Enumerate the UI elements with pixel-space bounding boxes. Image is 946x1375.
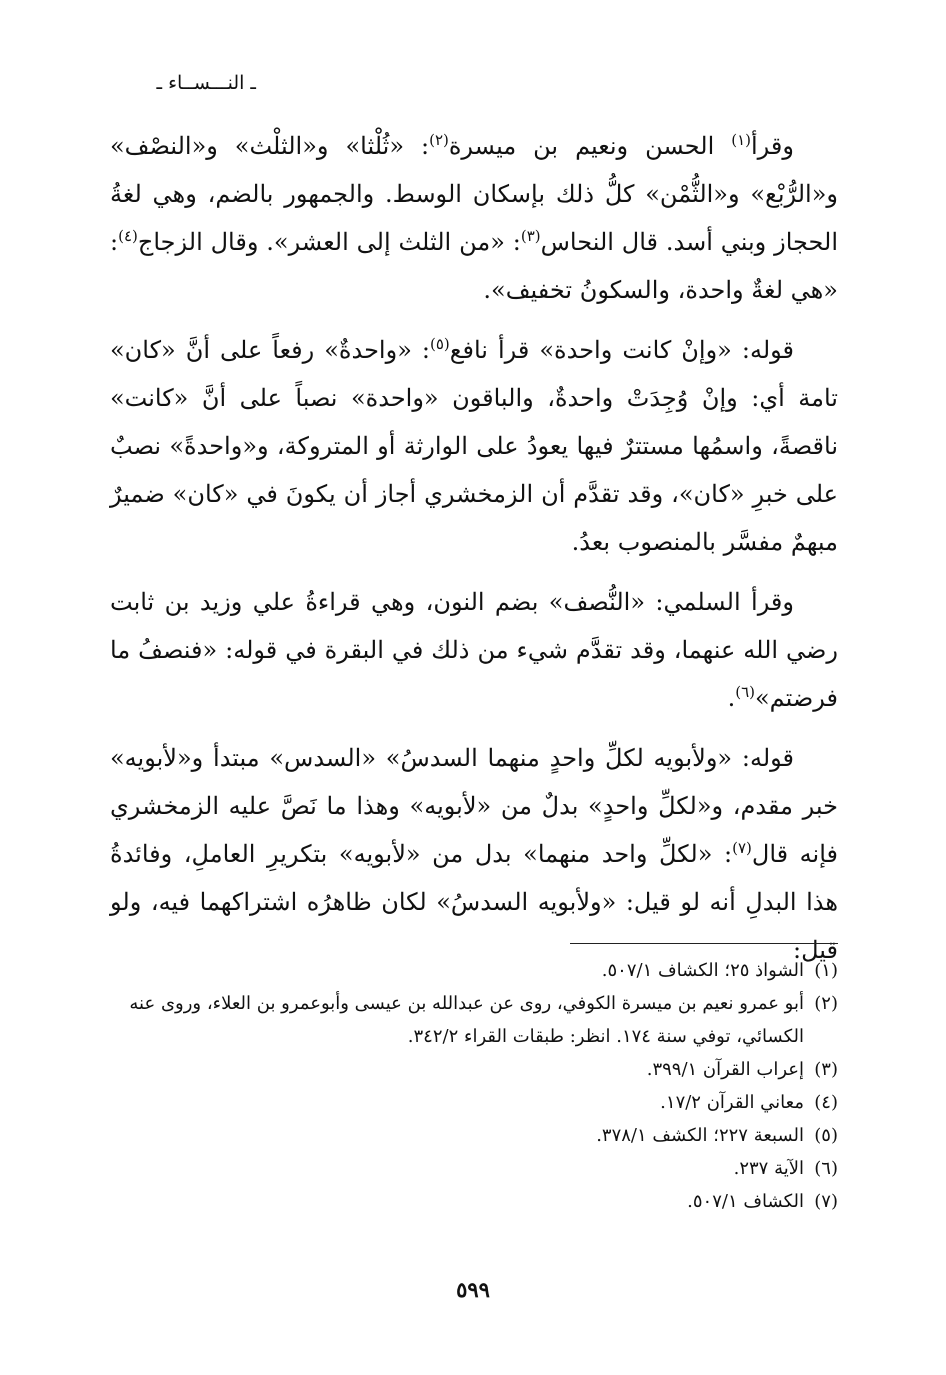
footnote-number: (٢): [814, 993, 838, 1014]
footnote-divider: [570, 943, 838, 944]
footnote-number: (٤): [814, 1092, 838, 1113]
footnote-number: (١): [814, 960, 838, 981]
paragraph: [110, 326, 838, 566]
footnote-number: (٥): [814, 1125, 838, 1146]
text-run: وقرأ: [751, 132, 794, 160]
paragraph: [110, 122, 838, 314]
main-text: [110, 122, 838, 986]
text-run: : «هي لغةٌ واحدة، والسكونُ تخفيف».: [110, 228, 838, 304]
footnote-number: (٣): [814, 1059, 838, 1080]
footnote-ref: (٤): [118, 227, 138, 245]
footnote-text: الآية ٢٣٧.: [733, 1158, 804, 1179]
text-run: : «لكلِّ واحد منهما» بدل من «لأبويه» بتكريرِ العاملِ، وفائدةُ هذا البدلِ أنه لو قيل: «ولأبويه السدسُ» لكان ظاهرُه اشتراكهما فيه، ولو قيل:: [110, 840, 838, 964]
footnote-item: [98, 1119, 838, 1152]
footnote-text: إعراب القرآن ٣٩٩/١.: [646, 1059, 804, 1080]
footnote-text: الشواذ ٢٥؛ الكشاف ٥٠٧/١.: [601, 960, 804, 981]
running-header: ـ النـــســاء ـ: [156, 72, 256, 94]
footnote-text: أبو عمرو نعيم بن ميسرة الكوفي، روى عن عبدالله بن عيسى وأبوعمرو بن العلاء، وروى عنه الكسائي، توفي سنة ١٧٤. انظر: طبقات القراء ٣٤٢/٢.: [129, 993, 804, 1047]
text-run: الحسن ونعيم بن ميسرة: [448, 132, 732, 160]
paragraph: [110, 578, 838, 722]
footnote-number: (٦): [814, 1158, 838, 1179]
text-run: .: [727, 684, 736, 712]
footnote-item: [98, 954, 838, 987]
footnote-ref: (٥): [429, 335, 450, 353]
footnote-text: الكشاف ٥٠٧/١.: [687, 1191, 804, 1212]
text-run: : «واحدةٌ» رفعاً على أنَّ «كان» تامة أي: وإنْ وُجِدَتْ واحدةٌ، والباقون «واحدة» نصباً على أنَّ «كانت» ناقصةً، واسمُها مستترٌ فيها يعودُ على الوارثة أو المتروكة، و«واحدةً» نصبٌ على خبرِ «كان»، وقد تقدَّم أن الزمخشري أجاز أن يكونَ في «كان» ضميرٌ مبهمٌ مفسَّر بالمنصوب بعدُ.: [110, 336, 838, 556]
text-run: وقرأ السلمي: «النُّصف» بضم النون، وهي قراءةُ علي وزيد بن ثابت رضي الله عنهما، وقد تقدَّم شيء من ذلك في البقرة في قوله: «فنصفُ ما فرضتم»: [110, 588, 838, 712]
text-run: : «ثُلْثا» و«الثلْث» و«النصْف» و«الرُّبْع» و«الثُّمْن» كلُّ ذلك بإسكان الوسط. والجمهور بالضم، وهي لغةُ الحجاز وبني أسد. قال النحاس: [110, 132, 838, 256]
footnote-item: [98, 1086, 838, 1119]
text-run: قوله: «وإنْ كانت واحدة» قرأ نافع: [449, 336, 795, 364]
footnote-item: [98, 1053, 838, 1086]
paragraph: [110, 734, 838, 974]
text-run: : «من الثلث إلى العشر». وقال الزجاج: [137, 228, 521, 256]
footnote-text: معاني القرآن ١٧/٢.: [660, 1092, 804, 1113]
footnote-ref: (٧): [732, 839, 752, 857]
footnote-number: (٧): [814, 1191, 838, 1212]
footnote-text: السبعة ٢٢٧؛ الكشف ٣٧٨/١.: [596, 1125, 804, 1146]
text-run: قوله: «ولأبويه لكلِّ واحدٍ منهما السدسُ» «السدس» مبتدأ و«لأبويه» خبر مقدم، و«لكلِّ واحدٍ» بدلٌ من «لأبويه» وهذا ما نَصَّ عليه الزمخشري فإنه قال: [110, 744, 838, 868]
footnote-item: [98, 1152, 838, 1185]
footnote-item: [98, 987, 838, 1053]
footnote-ref: (٢): [429, 131, 449, 149]
footnotes: [98, 954, 838, 1218]
footnote-ref: (٦): [735, 683, 755, 701]
footnote-item: [98, 1185, 838, 1218]
page-number: ٥٩٩: [456, 1277, 490, 1302]
footnote-ref: (١): [731, 131, 752, 149]
footnote-ref: (٣): [520, 227, 541, 245]
